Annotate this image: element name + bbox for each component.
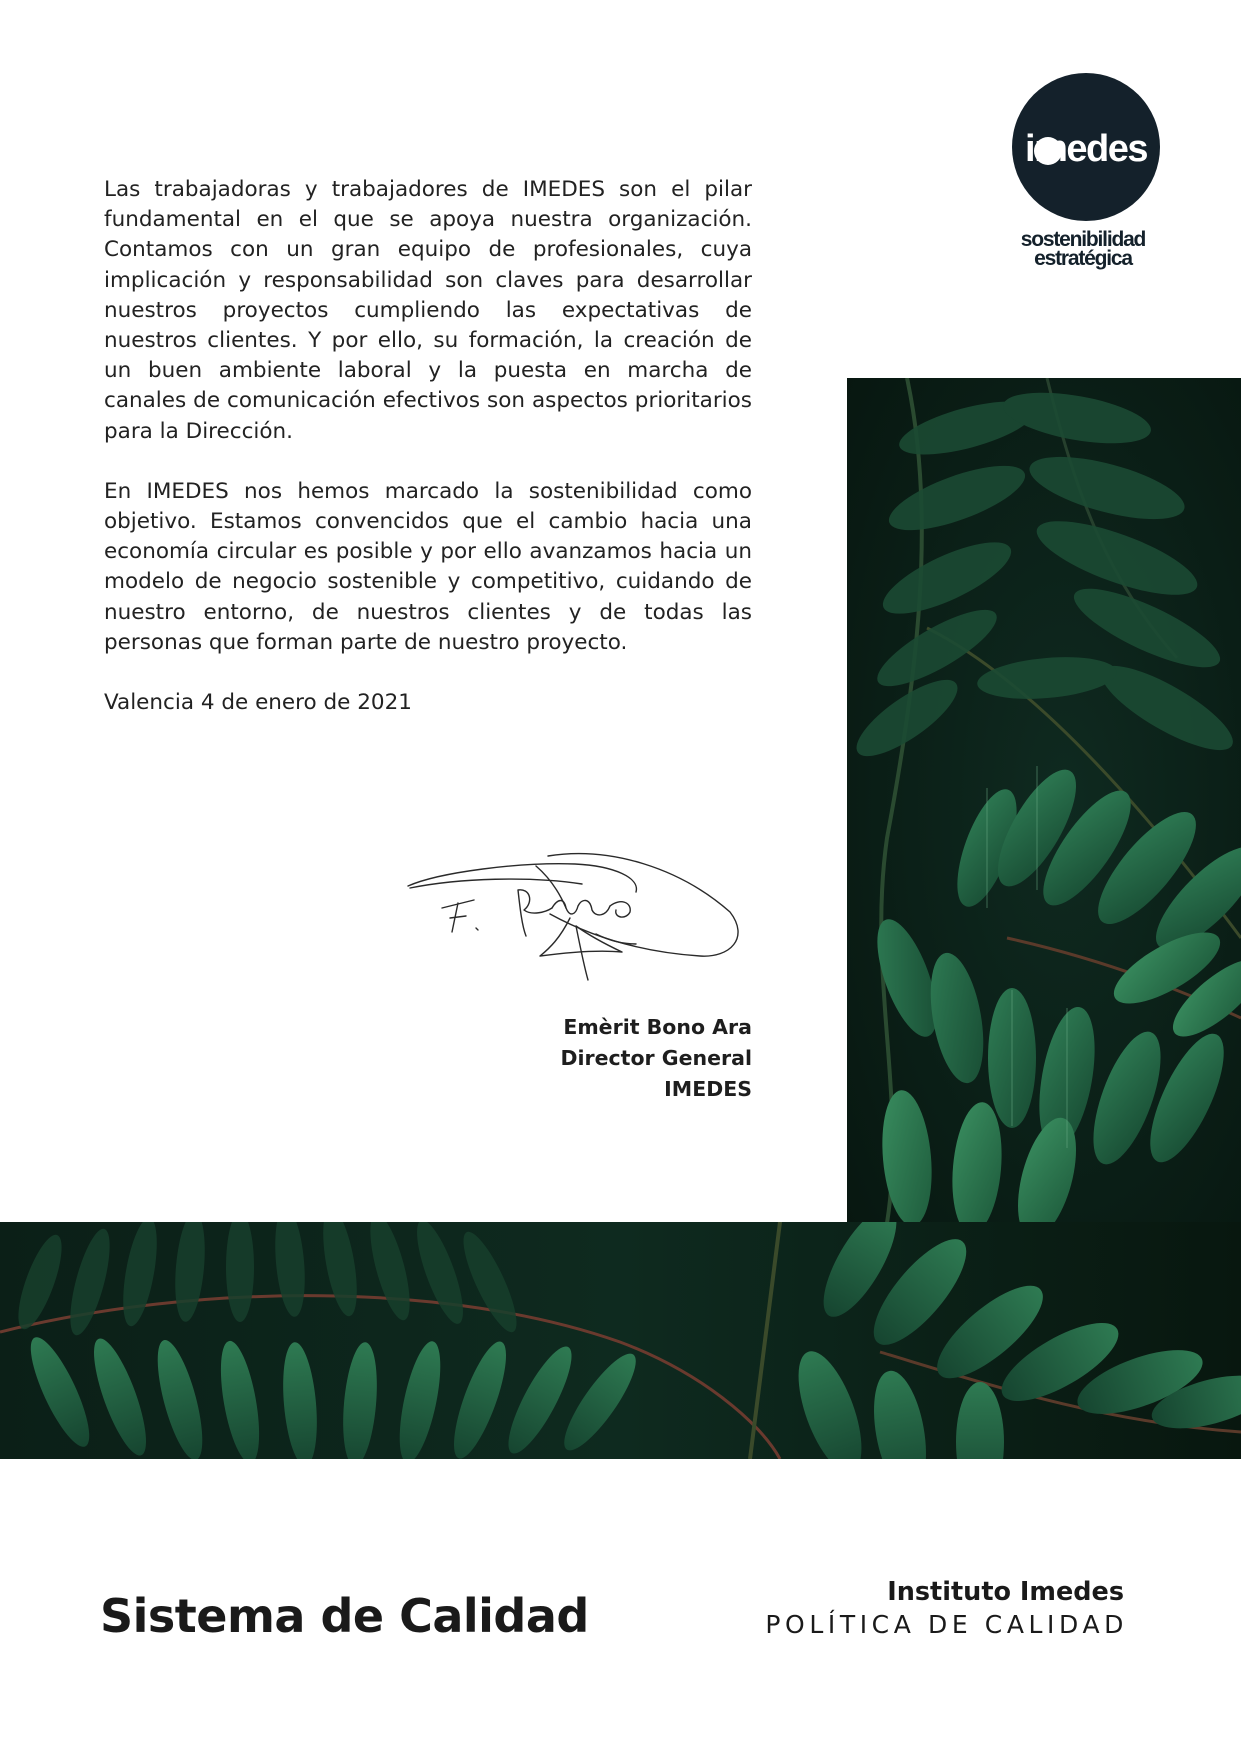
handwritten-signature: [400, 848, 745, 988]
svg-text:imedes: imedes: [1025, 128, 1147, 170]
logo-tagline-line1: sostenibilidad: [1020, 228, 1146, 251]
imedes-logo: [1012, 73, 1160, 221]
document-label: [700, 1577, 1128, 1639]
date-line: Valencia 4 de enero de 2021: [104, 690, 412, 716]
quality-system-title: Sistema de Calidad: [100, 1589, 589, 1643]
foliage-image-right: [847, 378, 1241, 1223]
signer-role: Director General: [560, 1046, 752, 1070]
signer-organization: IMEDES: [664, 1077, 752, 1101]
logo-tagline: [990, 230, 1176, 268]
foliage-image-bottom: [0, 1222, 1241, 1459]
logo-tagline-line2: estratégica: [1034, 247, 1132, 270]
institute-name: Instituto Imedes: [887, 1577, 1124, 1607]
signer-block: [452, 1012, 752, 1105]
policy-body: [104, 175, 752, 748]
paragraph: Las trabajadoras y trabajadores de IMEDES son el pilar fundamental en el que se apoya nuestra organización. Contamos con un gran equipo de profesionales, cuya implicación y responsabilidad son claves para desarrollar nuestros proyectos cumpliendo las expectativas de nuestros clientes. Y por ello, su formación, la creación de un buen ambiente laboral y la puesta en marcha de canales de comunicación efectivos son aspectos prioritarios para la Dirección.: [104, 177, 752, 444]
signer-name: Emèrit Bono Ara: [563, 1015, 752, 1039]
document-title: POLÍTICA DE CALIDAD: [765, 1610, 1128, 1639]
paragraph: En IMEDES nos hemos marcado la sostenibilidad como objetivo. Estamos convencidos que el cambio hacia una economía circular es posible y por ello avanzamos hacia un modelo de negocio sostenible y competitivo, cuidando de nuestro entorno, de nuestros clientes y de todas las personas que forman parte de nuestro proyecto.: [104, 478, 752, 655]
